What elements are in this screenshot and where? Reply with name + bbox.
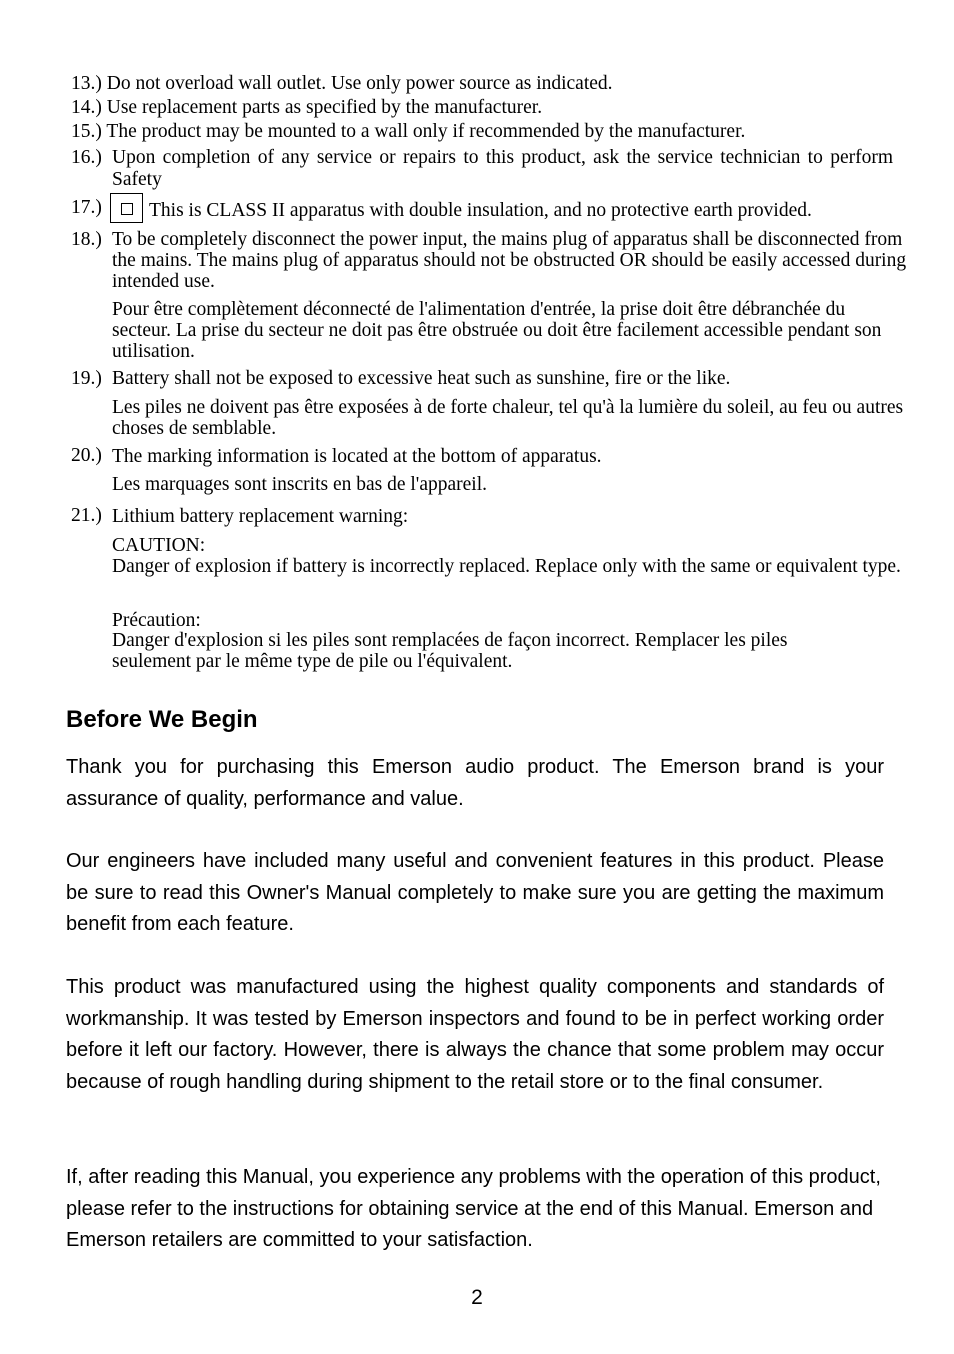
item-text: To be completely disconnect the power input, the mains plug of apparatus shall be disconnected from the mains. The mains plug of apparatus should not be obstructed OR should be easily accessed during intended use.: [112, 229, 907, 292]
item-text: This is CLASS II apparatus with double insulation, and no protective earth provided.: [149, 200, 812, 221]
item-text: Upon completion of any service or repairs to this product, ask the service technician to perform Safety: [112, 147, 893, 190]
item-number: 13.): [71, 73, 102, 94]
paragraph-thank-you: Thank you for purchasing this Emerson audio product. The Emerson brand is your assurance of quality, performance and value.: [66, 756, 884, 810]
item-number: 14.): [71, 97, 102, 118]
caution-text: Danger of explosion if battery is incorrectly replaced. Replace only with the same or equivalent type.: [112, 556, 901, 577]
precaution-label: Précaution:: [112, 610, 201, 631]
list-item-14: [71, 97, 901, 118]
item-text: Battery shall not be exposed to excessive heat such as sunshine, fire or the like.: [112, 368, 731, 389]
section-heading: Before We Begin: [66, 706, 258, 733]
item-text: The marking information is located at the bottom of apparatus.: [112, 446, 602, 467]
item-number: 16.): [71, 147, 102, 168]
item-text-french: Les marquages sont inscrits en bas de l'appareil.: [112, 474, 487, 495]
item-number: 15.): [71, 121, 102, 142]
class-ii-double-square-icon: [110, 193, 143, 223]
precaution-text: Danger d'explosion si les piles sont remplacées de façon incorrect. Remplacer les piles seulement par le même type de pile ou l'équivalent.: [112, 630, 788, 672]
page-number: 2: [471, 1286, 483, 1309]
list-item-13: [71, 73, 901, 94]
paragraph-service: If, after reading this Manual, you experience any problems with the operation of this product, please refer to the instructions for obtaining service at the end of this Manual. Emerson and Emerson retailers are committed to your satisfaction.: [66, 1166, 881, 1251]
paragraph-engineers: Our engineers have included many useful and convenient features in this product. Please be sure to read this Owner's Manual completely to make sure you are getting the maximum benefit from each feature.: [66, 850, 884, 935]
item-number: 20.): [71, 445, 102, 466]
item-text: Lithium battery replacement warning:: [112, 506, 409, 527]
caution-label: CAUTION:: [112, 535, 206, 556]
list-item-15: [71, 121, 901, 142]
item-text: Use replacement parts as specified by the manufacturer.: [106, 97, 543, 118]
item-number: 18.): [71, 229, 102, 250]
item-text-french: Pour être complètement déconnecté de l'alimentation d'entrée, la prise doit être débranchée du secteur. La prise du secteur ne doit pas être obstruée ou doit être facilement accessible pendant son utilisation.: [112, 299, 882, 362]
inner-square: [121, 203, 133, 215]
item-number: 19.): [71, 368, 102, 389]
item-text: Do not overload wall outlet. Use only power source as indicated.: [106, 73, 613, 94]
item-text-french: Les piles ne doivent pas être exposées à de forte chaleur, tel qu'à la lumière du soleil, au feu ou autres choses de semblable.: [112, 397, 904, 439]
item-text: The product may be mounted to a wall only if recommended by the manufacturer.: [106, 121, 746, 142]
paragraph-manufactured: This product was manufactured using the highest quality components and standards of workmanship. It was tested by Emerson inspectors and found to be in perfect working order before it left our factory. However, there is always the chance that some problem may occur because of rough handling during shipment to the retail store or to the final consumer.: [66, 976, 884, 1093]
item-number: 21.): [71, 505, 102, 526]
item-number: 17.): [71, 197, 102, 218]
